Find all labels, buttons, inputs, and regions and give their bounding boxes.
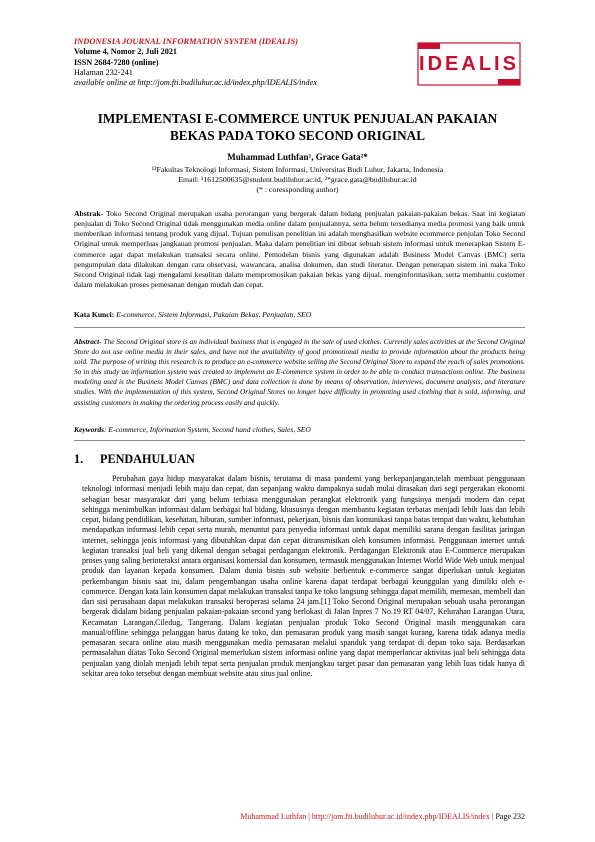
issn: ISSN 2684-7280 (online) xyxy=(74,57,159,67)
keywords-en-text: : E-commerce, Information System, Second hand clothes, Sales, SEO xyxy=(104,425,311,434)
footer-text: Muhammad Luthfan | http://jom.fti.budiluhur.ac.id/index.php/IDEALIS/index | xyxy=(240,812,494,821)
journal-name: INDONESIA JOURNAL INFORMATION SYSTEM (IDEALIS) xyxy=(74,37,299,46)
page-number: Page 232 xyxy=(493,812,525,821)
volume-info: Volume 4, Nomor 2, Juli 2021 xyxy=(74,47,178,57)
author-names: Muhammad Luthfan¹, Grace Gata²* xyxy=(227,152,368,162)
divider xyxy=(74,327,525,328)
section-heading xyxy=(74,452,195,467)
author-emails: Email: ¹1612500635@student.budiluhur.ac.id, ²*grace.gata@budiluhur.ac.id xyxy=(178,175,417,184)
keywords-english xyxy=(74,425,525,434)
abstract-id-label: Abstrak- xyxy=(74,209,104,218)
keywords-indonesian xyxy=(74,310,525,319)
keywords-en-label: Keywords xyxy=(74,425,104,434)
body-paragraph xyxy=(82,474,525,679)
keywords-id-text: E-commerce, Sistem Informasi, Pakaian Bekas, Penjualan, SEO xyxy=(114,310,312,319)
corresponding-note: (* : coressponding author) xyxy=(256,185,339,194)
title-line-1: IMPLEMENTASI E-COMMERCE UNTUK PENJUALAN PAKAIAN xyxy=(97,111,498,126)
page-range: Halaman 232-241 xyxy=(74,67,133,77)
page-footer xyxy=(60,812,525,821)
logo-wordmark: IDEALIS xyxy=(419,53,519,75)
abstract-english xyxy=(74,337,525,408)
author-affiliation-block xyxy=(60,165,535,195)
section-title: PENDAHULUAN xyxy=(100,452,195,466)
affiliation: ¹²Fakultas Teknologi Informasi, Sistem Informasi, Universitas Budi Luhur, Jakarta, Indonesia xyxy=(151,165,444,174)
divider xyxy=(74,440,525,441)
abstract-en-label: Abstract- xyxy=(74,337,102,346)
title-line-2: BEKAS PADA TOKO SECOND ORIGINAL xyxy=(169,128,425,143)
paper-title xyxy=(60,110,535,144)
abstract-indonesian xyxy=(74,209,525,290)
section-number: 1. xyxy=(74,452,84,466)
journal-masthead xyxy=(74,37,414,88)
abstract-en-text: The Second Original store is an individual business that is engaged in the sale of used clothes. Currently sales activities at the Second Original Store do not use online media in their sales, and have not the availability of good promotional media to provide information about the products being sold. The purpose of writing this research is to produce an e-commerce website selling the Second Original Store to expand the reach of sales promotions. So in this study an information system was created to implement an E-commerce system in order to be able to conduct transactions online. The business modeling used is the Business Model Canvas (BMC) and data collection is done by means of observation, interviews, document analysis, and literature studies. With the implementation of this system, Second Original Stores no longer have difficulty in promoting used clothing that is sold, informing, and assisting customers in making the ordering process easily and quickly. xyxy=(74,337,525,407)
online-url: available online at http://jom.fti.budiluhur.ac.id/index.php/IDEALIS/index xyxy=(74,78,317,88)
keywords-id-label: Kata Kunci: xyxy=(74,310,115,319)
paragraph-text: Perubahan gaya hidup masyarakat dalam bisnis, terutama di masa pandemi yang berkepanjangan,telah membuat penggunaan teknologi informasi menjadi lebih maju dan cepat, dan sepanjang waktu dampaknya sudah mulai dirasakan dari segi pergerakan ekonomi sebagian besar masyarakat dari yang belum terbiasa menggunakan perangkat elektronik yang fungsinya menjadi modern dan cepat sehingga menimbulkan informasi dalam berbagai hal bidang, khususnya dengan membantu kegiatan terbatas menjadi lebih luas dan lebih cepat, bidang pendidikan, kesehatan, hiburan, sumber informasi, pekerjaan, bisnis dan komunikasi tanpa batas tempat dan waktu, kebutuhan mendapatkan informasi lebih cepat serta murah, menuntut para penyedia informasi untuk dapat memiliki sarana dengan fasilitas jaringan internet, sehingga jenis informasi yang dibutuhkan dapat dan cepat ditransmisikan oleh konsumen informasi. Penggunaan internet untuk kegiatan transaksi jual beli yang dikenal dengan sebagai perdagangan elektronik. Perdagangan Elektronik atau E-Commerce merupakan proses yang saling berinteraksi antara organisasi komersial dan konsumen, termasuk menggunakan Internet World Wide Web untuk menjual produk dan layanan kepada konsumen. Dalam dunia bisnis sub website berbentuk e-commerce sangat diperlukan untuk kegiatan perkembangan bisnis saat ini, dalam pengembangan usaha online karena dapat terdapat berbagai keunggulan yang dimiliki oleh e-commerce. Dengan kata lain konsumen dapat melakukan transaksi tanpa ke toko langsung sehingga dapat memilih, memesan, membeli dan dari sisi perusahaan dapat melakukan transaksi beroperasi selama 24 jam.[1] Toko Second Original merupakan sebuah usaha perorangan bergerak didalam bidang penjualan pakaian-pakaian second yang berlokasi di Jalan Inpres 7 No.19 RT 04/07, Kelurahan Larangan Utara, Kecamatan Larangan,Ciledug, Tangerang. Dalam kegiatan penjualan produk Toko Second Original masih menggunakan cara manual/offline sehingga pelanggan harus datang ke toko, dan pemasaran produk yang masih sangat kurang, karena tidak adanya media pemasaran secara online atau masih menggunakan media pemasaran melalui spanduk yang terdapat di depan toko saja. Berdasarkan permasalahan diatas Toko Second Original memerlukan sistem informasi online yang dapat memperlancar aktivitas jual beli sehingga data penjualan yang diolah menjadi lebih tepat serta penjualan produk menjangkau target pasar dan pemasaran yang lebih luas tidak hanya di sekitar area toko tersebut dengan membuat website atau situs jual online. xyxy=(82,474,525,678)
abstract-id-text: Toko Second Original merupakan usaha perorangan yang bergerak dalam bidang penjualan pakaian-pakaian bekas. Saat ini kegiatan penjualan di Toko Second Original tidak menggunakan media online dalam penjualannya, serta belum tersedianya media promosi yang baik untuk memberikan informasi tentang produk yang dijual. Tujuan penulisan penelitian ini adalah menghasilkan website ecommerce penjulan Toko Second Original untuk memperluas jangkauan promosi penjualan. Maka dalam penelitian ini dibuat sebuah sistem informasi untuk menerapkan Sistem E-commerce agar dapat melakukan transaksi secara online. Pemodelan bisnis yang digunakan adalah Business Model Canvas (BMC) serta pengumpulan data dilakukan dengan cara observasi, wawancara, analisa dokumen, dan studi literatur. Dengan penerapan sistem ini maka Toko Second Original tidak lagi mengalami kesulitan dalam mempromosikan pakaian bekas yang dijual, menginformasikan, serta membantu customer dalam melakukan proses pemesanan dengan mudah dan cepat. xyxy=(74,209,525,290)
